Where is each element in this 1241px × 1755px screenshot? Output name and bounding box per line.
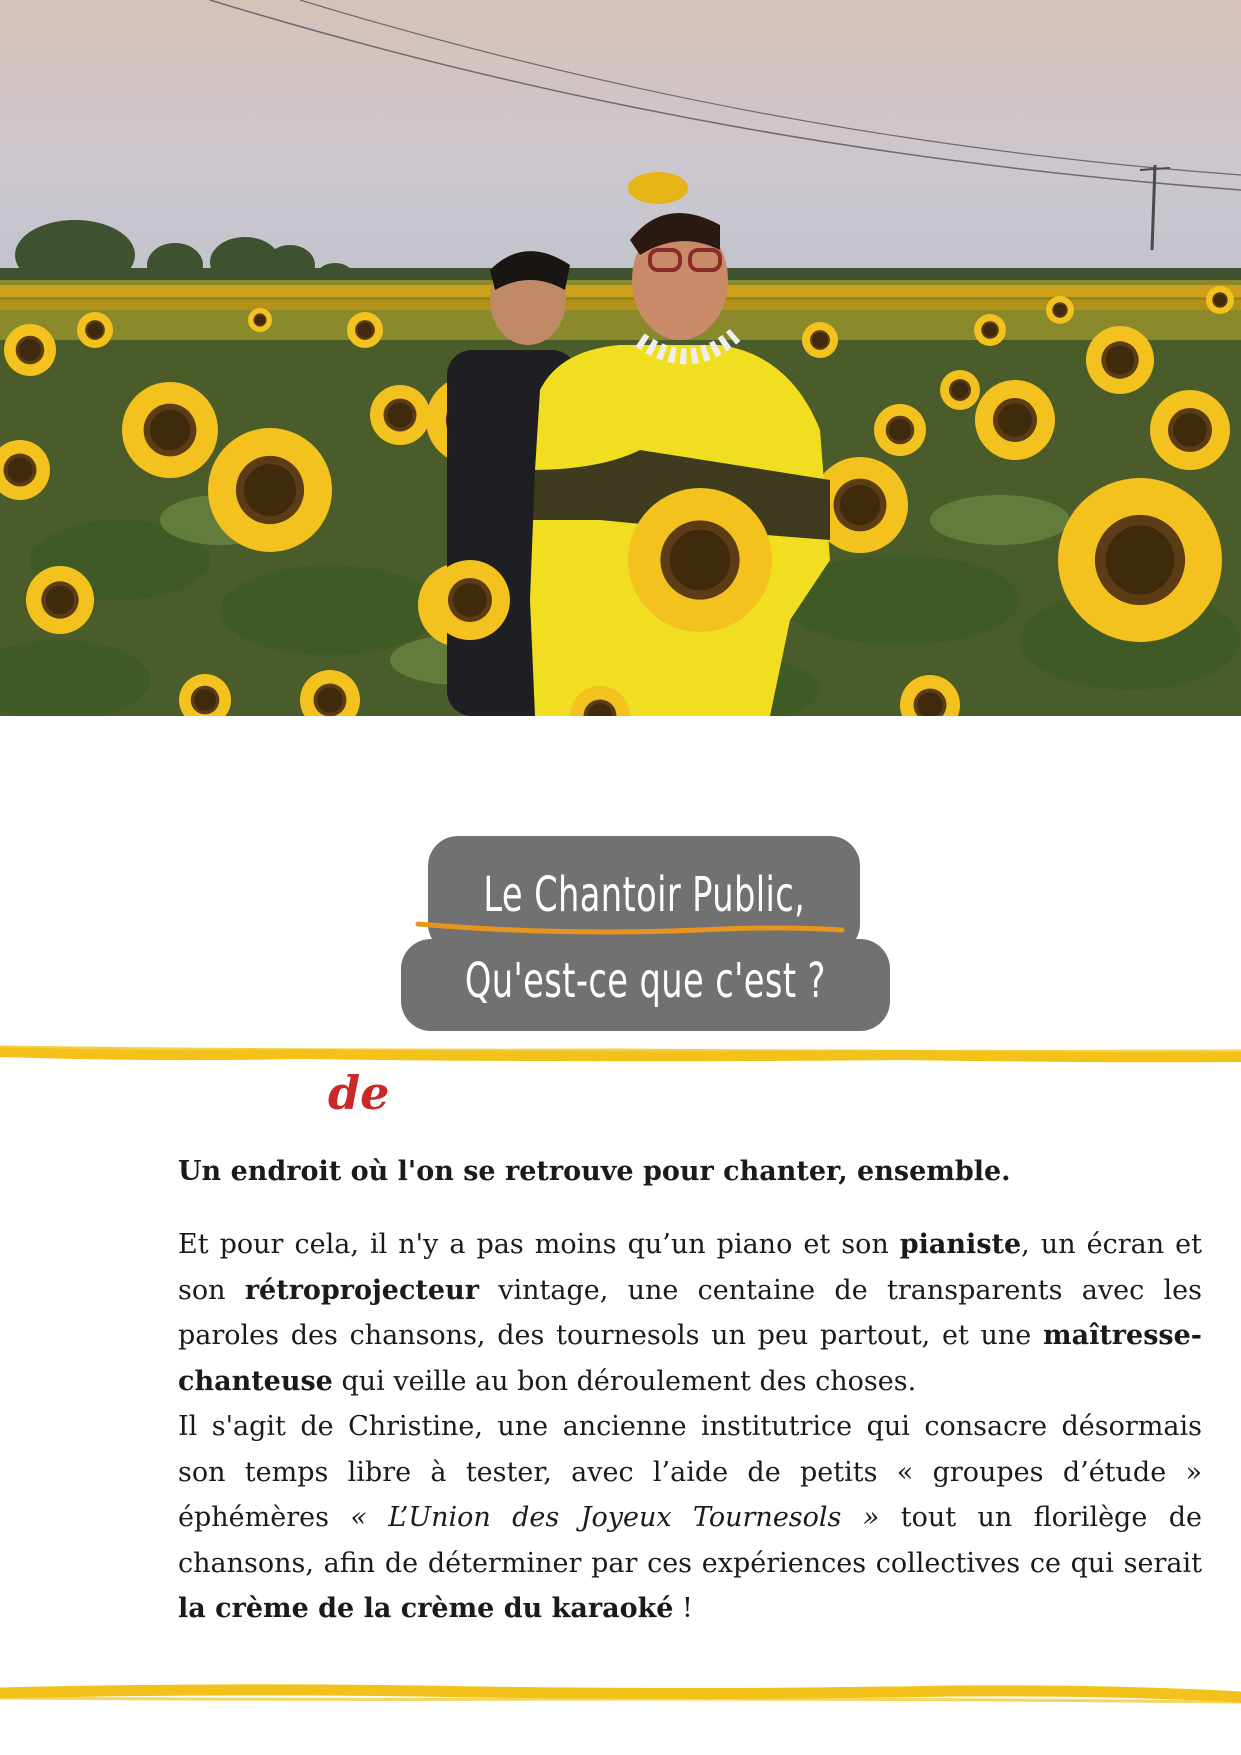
lead-sentence: Un endroit où l'on se retrouve pour chanter, ensemble. [178,1156,1011,1187]
p2-text: Il s'agit de Christine, une ancienne institutrice qui consacre désormais son temps libre à tester, avec l’aide de petits « groupes d’étude » éphémères [178,1411,1202,1533]
paragraph-1 [178,1222,1202,1404]
p2-text: tout un florilège de chansons, afin de déterminer par ces expériences collectives ce qui serait [178,1502,1202,1579]
p1-text: qui veille au bon déroulement des choses. [332,1365,917,1397]
p1-text: vintage, une centaine de transparents avec les paroles des chansons, des tournesols un peu partout, et une [178,1274,1202,1351]
bottom-brush-stripe [0,1690,1241,1697]
p1-bold-maitresse: maîtresse-chanteuse [178,1320,1202,1397]
p2-bold-creme: la crème de la crème du karaoké [178,1593,674,1624]
paragraph-2 [178,1404,1202,1632]
handwritten-mark: de [328,1066,390,1120]
title-underline [418,924,842,932]
p1-bold-retroprojecteur: rétroprojecteur [244,1274,479,1306]
p2-text: ! [673,1593,693,1624]
title-line1: Le Chantoir Public, [483,867,805,923]
p2-italic-union: « L’Union des Joyeux Tournesols » [350,1502,880,1533]
p1-bold-pianiste: pianiste [899,1229,1022,1260]
p1-text: , un écran et son [178,1229,1202,1306]
p1-text: Et pour cela, il n'y a pas moins qu’un piano et son [178,1229,900,1260]
article-body [178,1150,1202,1632]
title-line2: Qu'est-ce que c'est ? [465,953,826,1009]
